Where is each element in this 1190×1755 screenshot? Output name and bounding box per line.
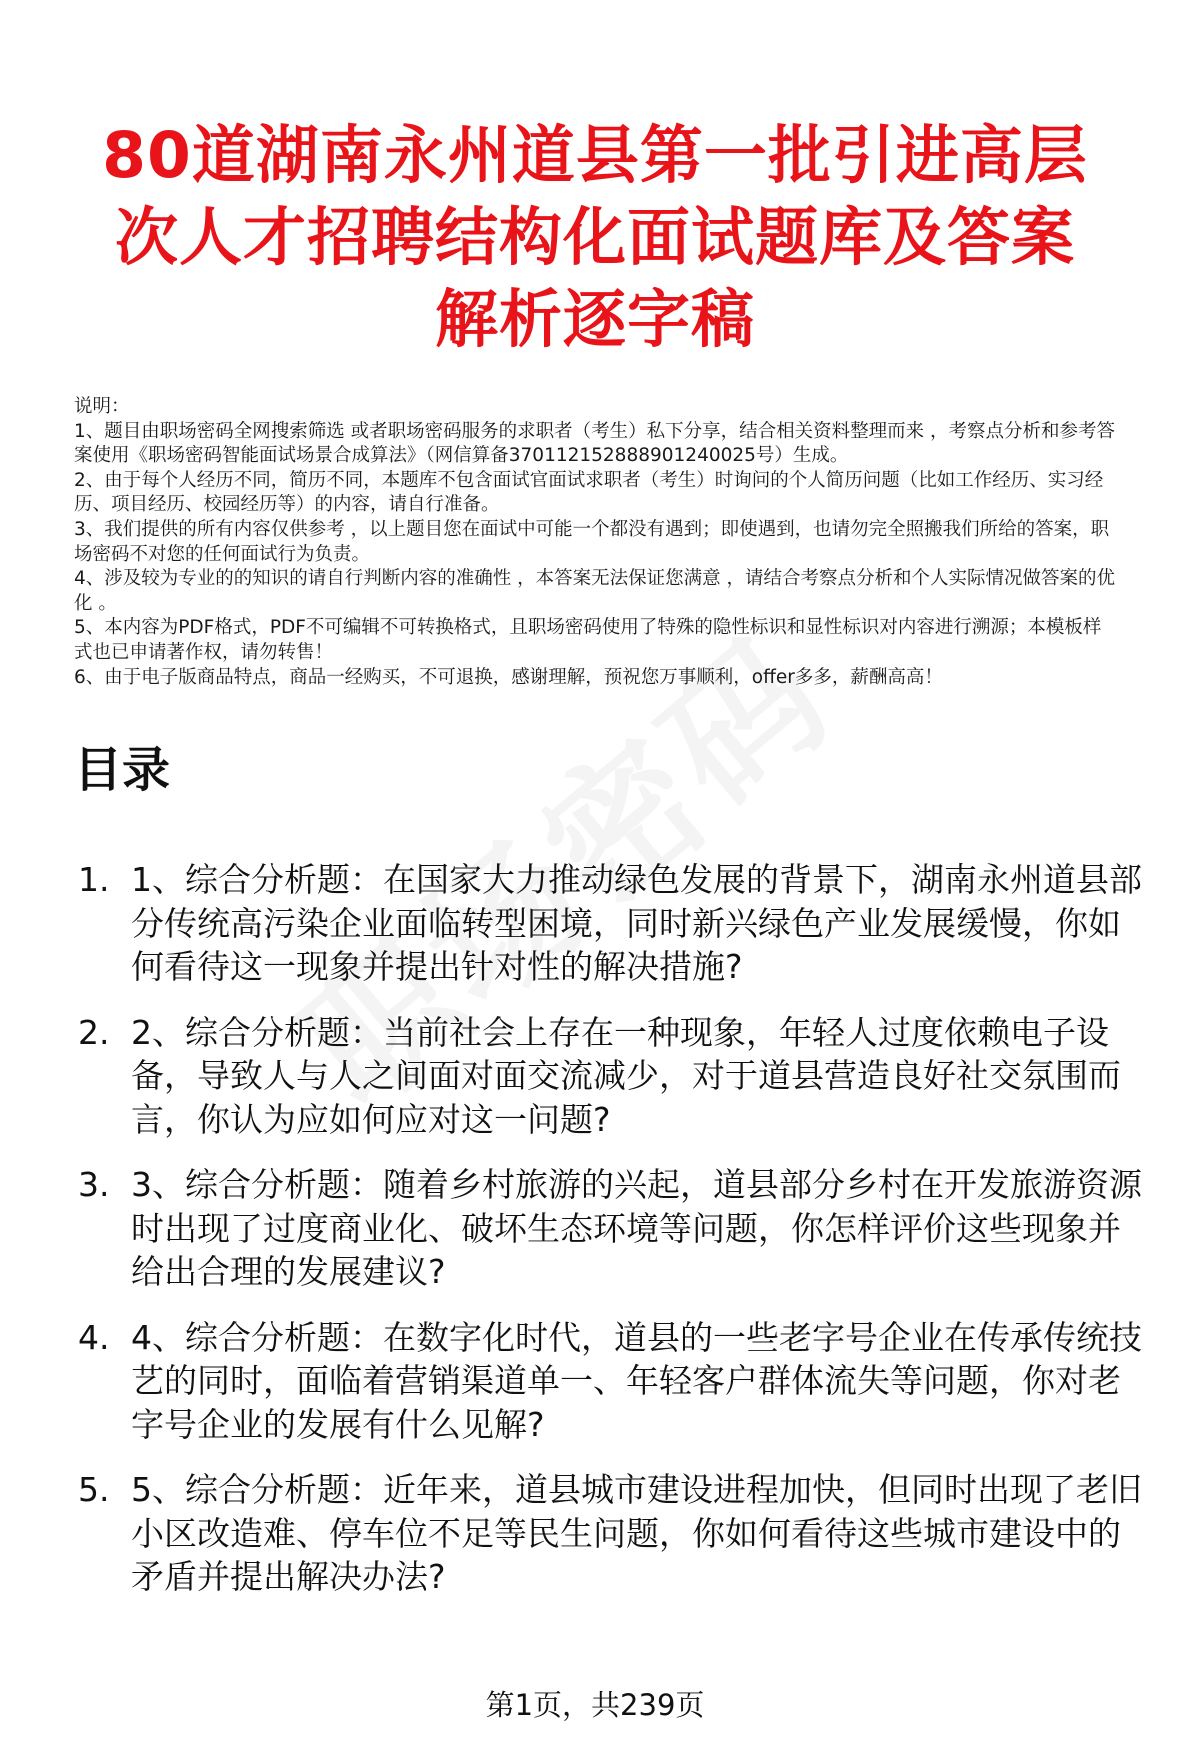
toc-item-text[interactable]: 5、综合分析题：近年来，道县城市建设进程加快，但同时出现了老旧小区改造难、停车位不足等民生问题，你如何看待这些城市建设中的矛盾并提出解决办法? xyxy=(131,1470,1142,1597)
toc-item-number: 4. xyxy=(78,1317,110,1357)
toc-heading: 目录 xyxy=(74,742,171,799)
notes-heading: 说明： xyxy=(74,396,130,417)
toc-item-text[interactable]: 3、综合分析题：随着乡村旅游的兴起，道县部分乡村在开发旅游资源时出现了过度商业化、破坏生态环境等问题，你怎样评价这些现象并给出合理的发展建议? xyxy=(131,1165,1142,1292)
toc-item-number: 1. xyxy=(78,860,110,900)
title-line-1: 80道湖南永州道县第一批引进高层 xyxy=(102,119,1088,192)
note-item-6: 6、由于电子版商品特点，商品一经购买，不可退换，感谢理解，预祝您万事顺利，offer多多，薪酬高高！ xyxy=(74,666,943,688)
toc-item-text[interactable]: 2、综合分析题：当前社会上存在一种现象，年轻人过度依赖电子设备，导致人与人之间面对面交流减少，对于道县营造良好社交氛围而言，你认为应如何应对这一问题? xyxy=(131,1012,1121,1139)
note-item-1: 1、题目由职场密码全网搜索筛选 或者职场密码服务的求职者（考生）私下分享，结合相关资料整理而来 ，考察点分析和参考答案使用《职场密码智能面试场景合成算法》（网信算备370112152888901240025号）生成。 xyxy=(74,420,1116,467)
title-line-2: 次人才招聘结构化面试题库及答案 xyxy=(115,201,1075,274)
toc-item-text[interactable]: 1、综合分析题：在国家大力推动绿色发展的背景下，湖南永州道县部分传统高污染企业面临转型困境，同时新兴绿色产业发展缓慢，你如何看待这一现象并提出针对性的解决措施? xyxy=(131,860,1142,987)
toc-item-text[interactable]: 4、综合分析题：在数字化时代，道县的一些老字号企业在传承传统技艺的同时，面临着营销渠道单一、年轻客户群体流失等问题，你对老字号企业的发展有什么见解? xyxy=(131,1317,1142,1444)
toc-item-1[interactable] xyxy=(0,858,1142,989)
title-line-3: 解析逐字稿 xyxy=(435,283,755,356)
toc-list xyxy=(0,858,1190,1599)
notes-section xyxy=(0,395,1190,690)
toc-item-4[interactable] xyxy=(0,1316,1142,1447)
document-title xyxy=(0,0,1190,361)
toc-item-5[interactable] xyxy=(0,1468,1142,1599)
page-footer: 第1页，共239页 xyxy=(485,1688,705,1722)
note-item-3: 3、我们提供的所有内容仅供参考 ，以上题目您在面试中可能一个都没有遇到；即使遇到，也请勿完全照搬我们所给的答案，职场密码不对您的任何面试行为负责。 xyxy=(74,518,1110,565)
note-item-2: 2、由于每个人经历不同，简历不同，本题库不包含面试官面试求职者（考生）时询问的个人简历问题（比如工作经历、实习经历、项目经历、校园经历等）的内容，请自行准备。 xyxy=(74,469,1104,516)
toc-item-2[interactable] xyxy=(0,1011,1142,1142)
toc-item-number: 2. xyxy=(78,1012,110,1052)
note-item-4: 4、涉及较为专业的的知识的请自行判断内容的准确性 ，本答案无法保证您满意 ，请结合考察点分析和个人实际情况做答案的优化 。 xyxy=(74,568,1116,614)
toc-item-number: 5. xyxy=(78,1470,110,1510)
toc-item-number: 3. xyxy=(78,1165,110,1205)
toc-item-3[interactable] xyxy=(0,1163,1142,1294)
note-item-5: 5、本内容为PDF格式，PDF不可编辑不可转换格式，且职场密码使用了特殊的隐性标识和显性标识对内容进行溯源；本模板样式也已申请著作权，请勿转售！ xyxy=(74,617,1102,663)
